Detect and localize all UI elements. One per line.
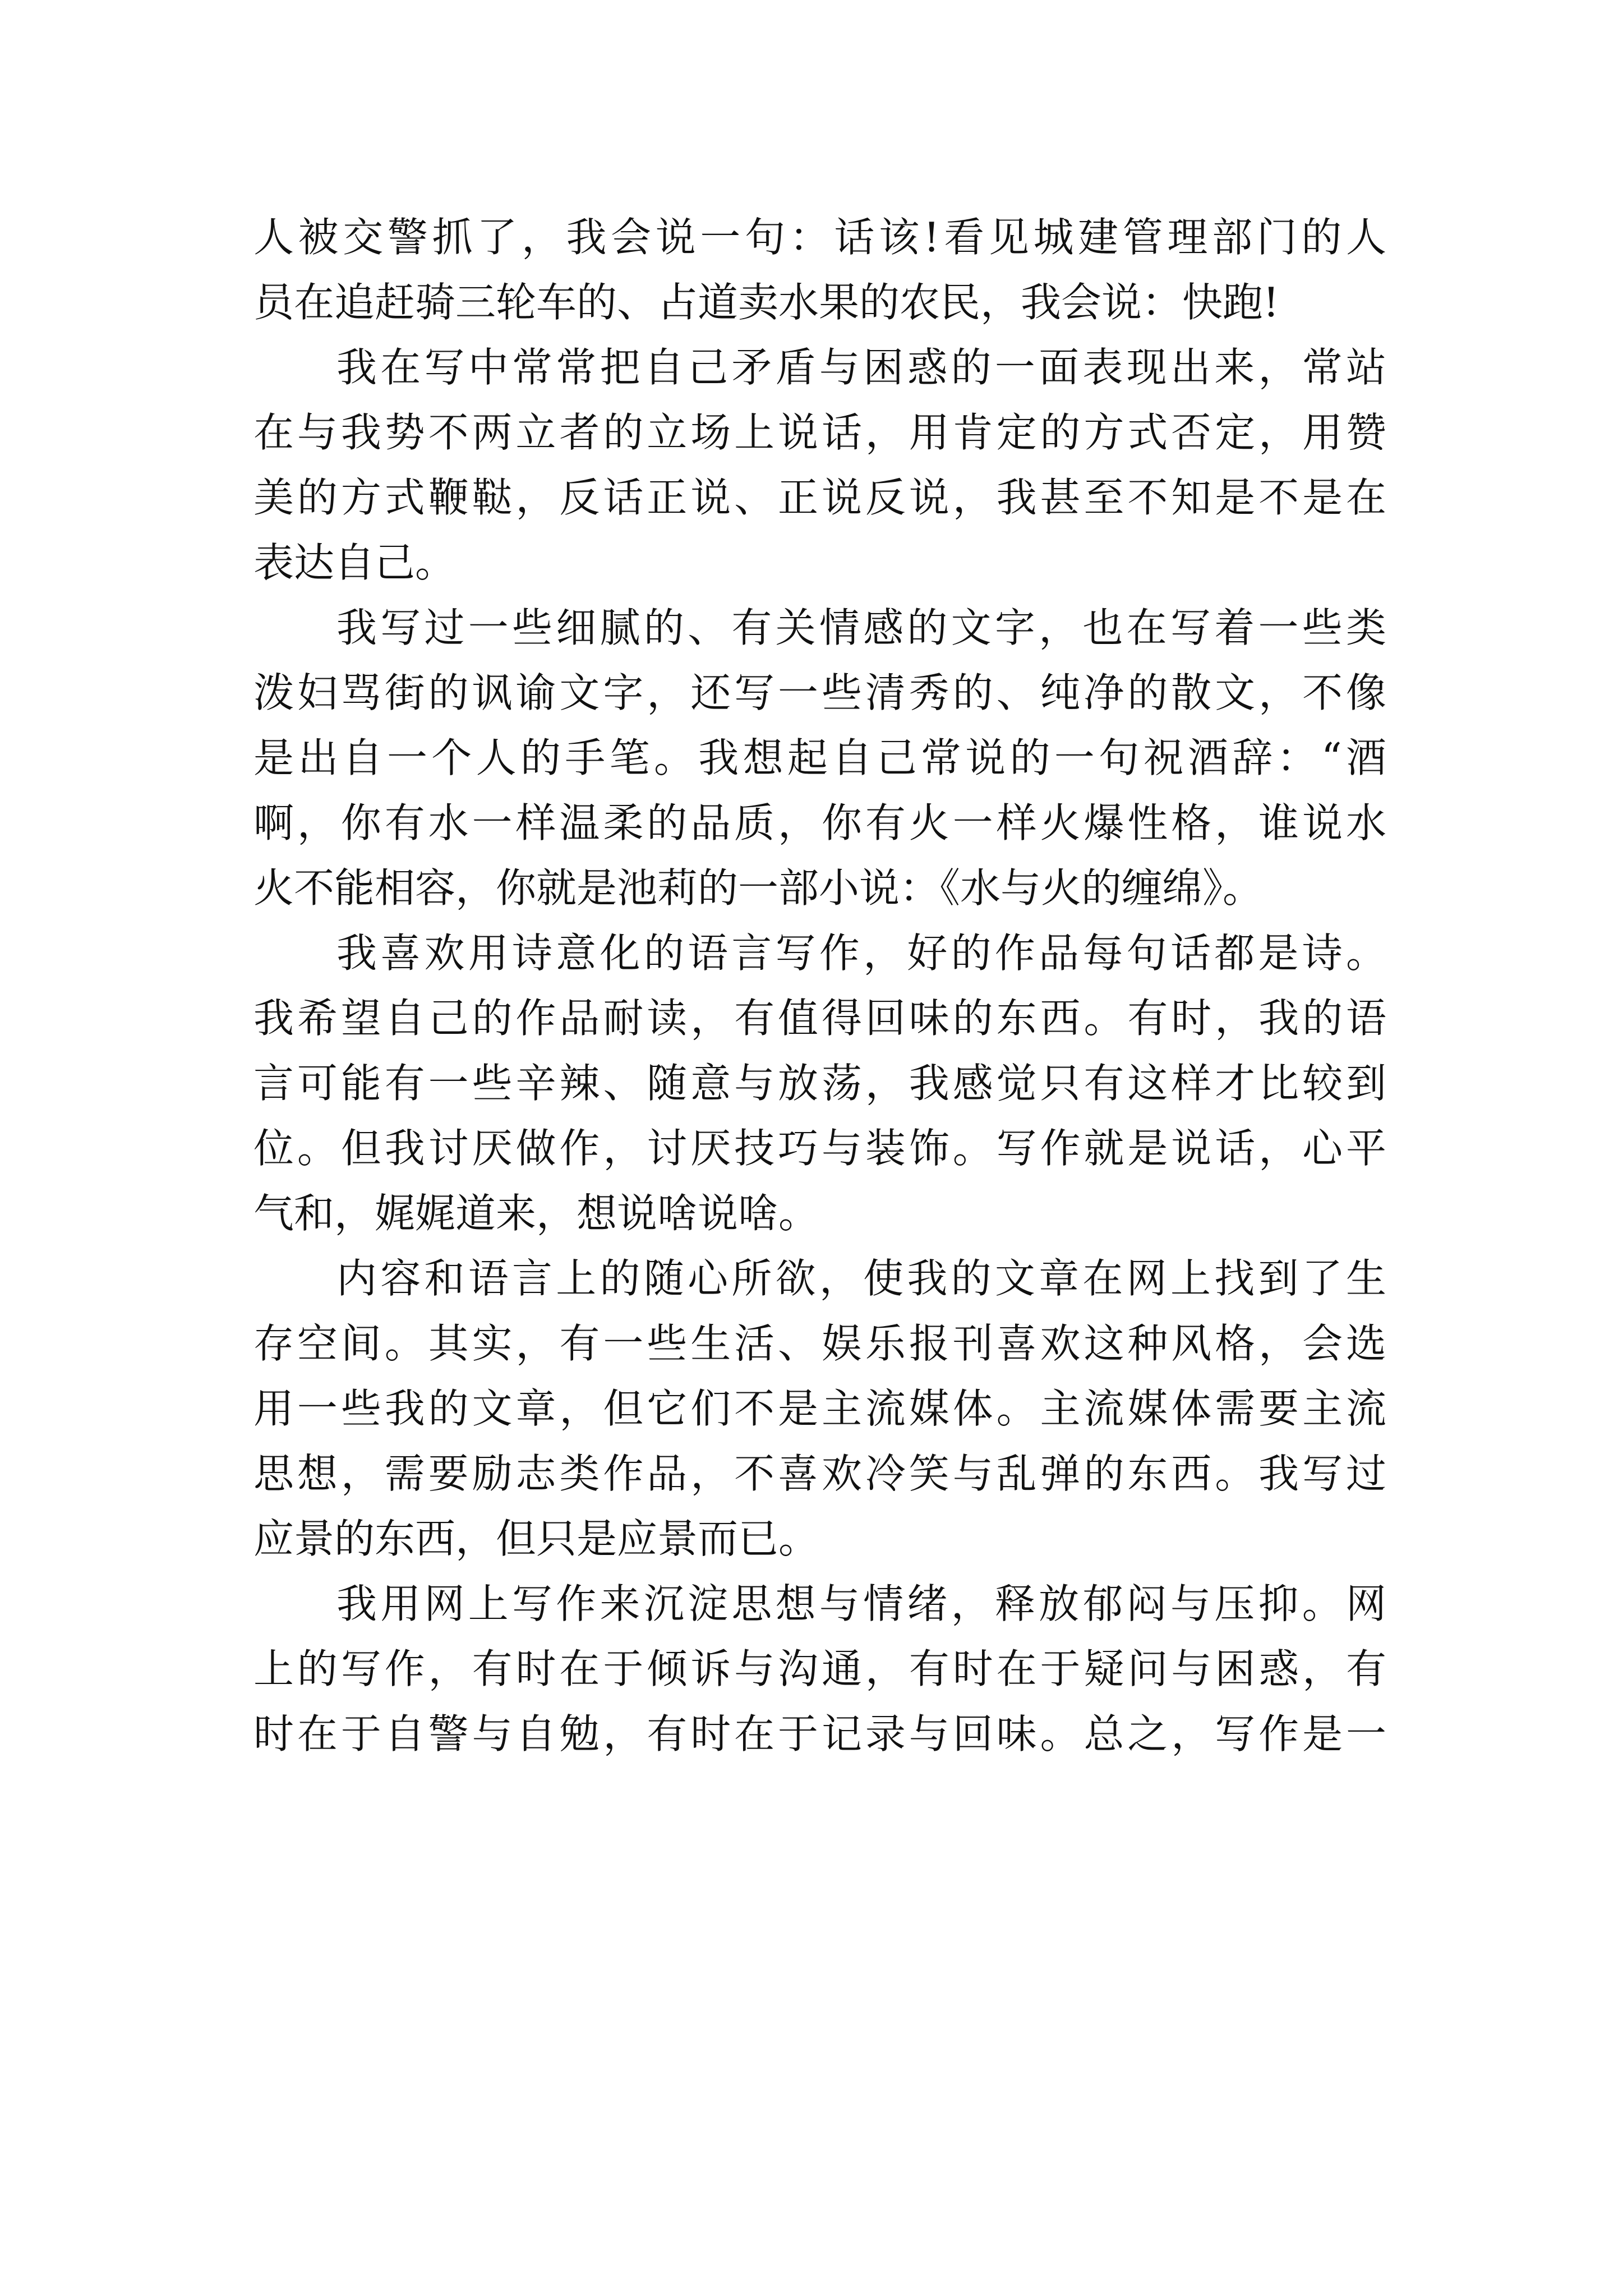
paragraph-first-line: 我写过一些细腻的、有关情感的文字，也在写着一些类: [336, 604, 1386, 651]
text-line: 泼妇骂街的讽谕文字，还写一些清秀的、纯净的散文，不像: [253, 669, 1386, 716]
paragraph-first-line: 我在写中常常把自己矛盾与困惑的一面表现出来，常站: [336, 344, 1386, 391]
text-line: 人被交警抓了，我会说一句：话该!看见城建管理部门的人: [253, 214, 1386, 261]
text-line: 我希望自己的作品耐读，有值得回味的东西。有时，我的语: [253, 995, 1386, 1042]
paragraph-first-line: 我用网上写作来沉淀思想与情绪，释放郁闷与压抑。网: [336, 1580, 1386, 1627]
text-line: 啊，你有水一样温柔的品质，你有火一样火爆性格，谁说水: [253, 799, 1386, 846]
body-text: [253, 205, 1386, 1766]
text-line: 用一些我的文章，但它们不是主流媒体。主流媒体需要主流: [253, 1385, 1386, 1432]
paragraph-first-line: 内容和语言上的随心所欲，使我的文章在网上找到了生: [336, 1255, 1386, 1302]
text-line: 言可能有一些辛辣、随意与放荡，我感觉只有这样才比较到: [253, 1060, 1386, 1107]
text-line: 上的写作，有时在于倾诉与沟通，有时在于疑问与困惑，有: [253, 1645, 1386, 1692]
text-line: 气和，娓娓道来，想说啥说啥。: [253, 1190, 819, 1237]
text-line: 是出自一个人的手笔。我想起自己常说的一句祝酒辞：“酒: [253, 734, 1386, 781]
text-line: 位。但我讨厌做作，讨厌技巧与装饰。写作就是说话，心平: [253, 1125, 1386, 1172]
text-line: 存空间。其实，有一些生活、娱乐报刊喜欢这种风格，会选: [253, 1320, 1386, 1367]
text-line: 在与我势不两立者的立场上说话，用肯定的方式否定，用赞: [253, 409, 1386, 456]
text-line: 美的方式鞭鞑，反话正说、正说反说，我甚至不知是不是在: [253, 474, 1386, 521]
text-line: 思想，需要励志类作品，不喜欢冷笑与乱弹的东西。我写过: [253, 1450, 1386, 1497]
paragraph-first-line: 我喜欢用诗意化的语言写作，好的作品每句话都是诗。: [336, 930, 1386, 977]
text-line: 员在追赶骑三轮车的、占道卖水果的农民，我会说：快跑!: [253, 279, 1279, 326]
text-line: 时在于自警与自勉，有时在于记录与回味。总之，写作是一: [253, 1710, 1386, 1757]
text-line: 火不能相容，你就是池莉的一部小说：《水与火的缠绵》。: [253, 864, 1264, 912]
text-line: 表达自己。: [253, 539, 456, 586]
text-line: 应景的东西，但只是应景而已。: [253, 1515, 819, 1562]
